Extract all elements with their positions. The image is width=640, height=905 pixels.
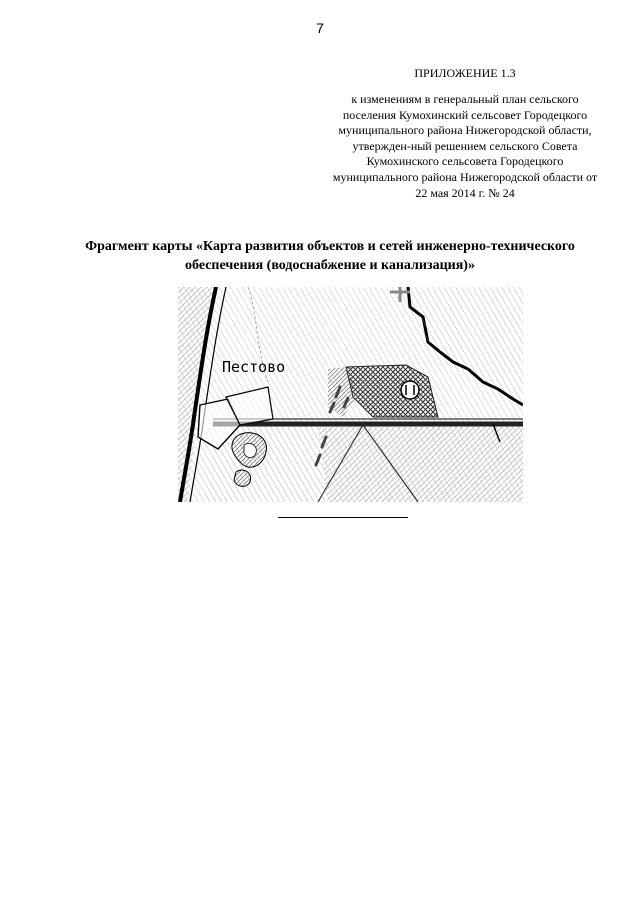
map-title: Фрагмент карты «Карта развития объектов и сетей инженерно-технического обеспечения (водоснабжение и канализация)» [85,239,575,273]
appendix-label: ПРИЛОЖЕНИЕ 1.3 [414,66,516,80]
bottom-divider [278,517,408,518]
appendix-description: к изменениям в генеральный план сельского поселения Кумохинский сельсовет Городецкого муниципального района Нижегородской области, утвержден-ный решением сельского Совета Кумохинского сельсовета Городецкого муниципального района Нижегородской области от 22 мая 2014 г. № 24 [332,92,598,200]
water-facility-icon [401,381,419,399]
lower-field-area [318,427,523,502]
map-fragment [178,287,523,502]
pond-2 [234,470,251,486]
page-number: 7 [316,20,324,36]
pond-inner [244,443,256,457]
settlement-label: Пестово [222,358,286,376]
map-svg [178,287,523,502]
